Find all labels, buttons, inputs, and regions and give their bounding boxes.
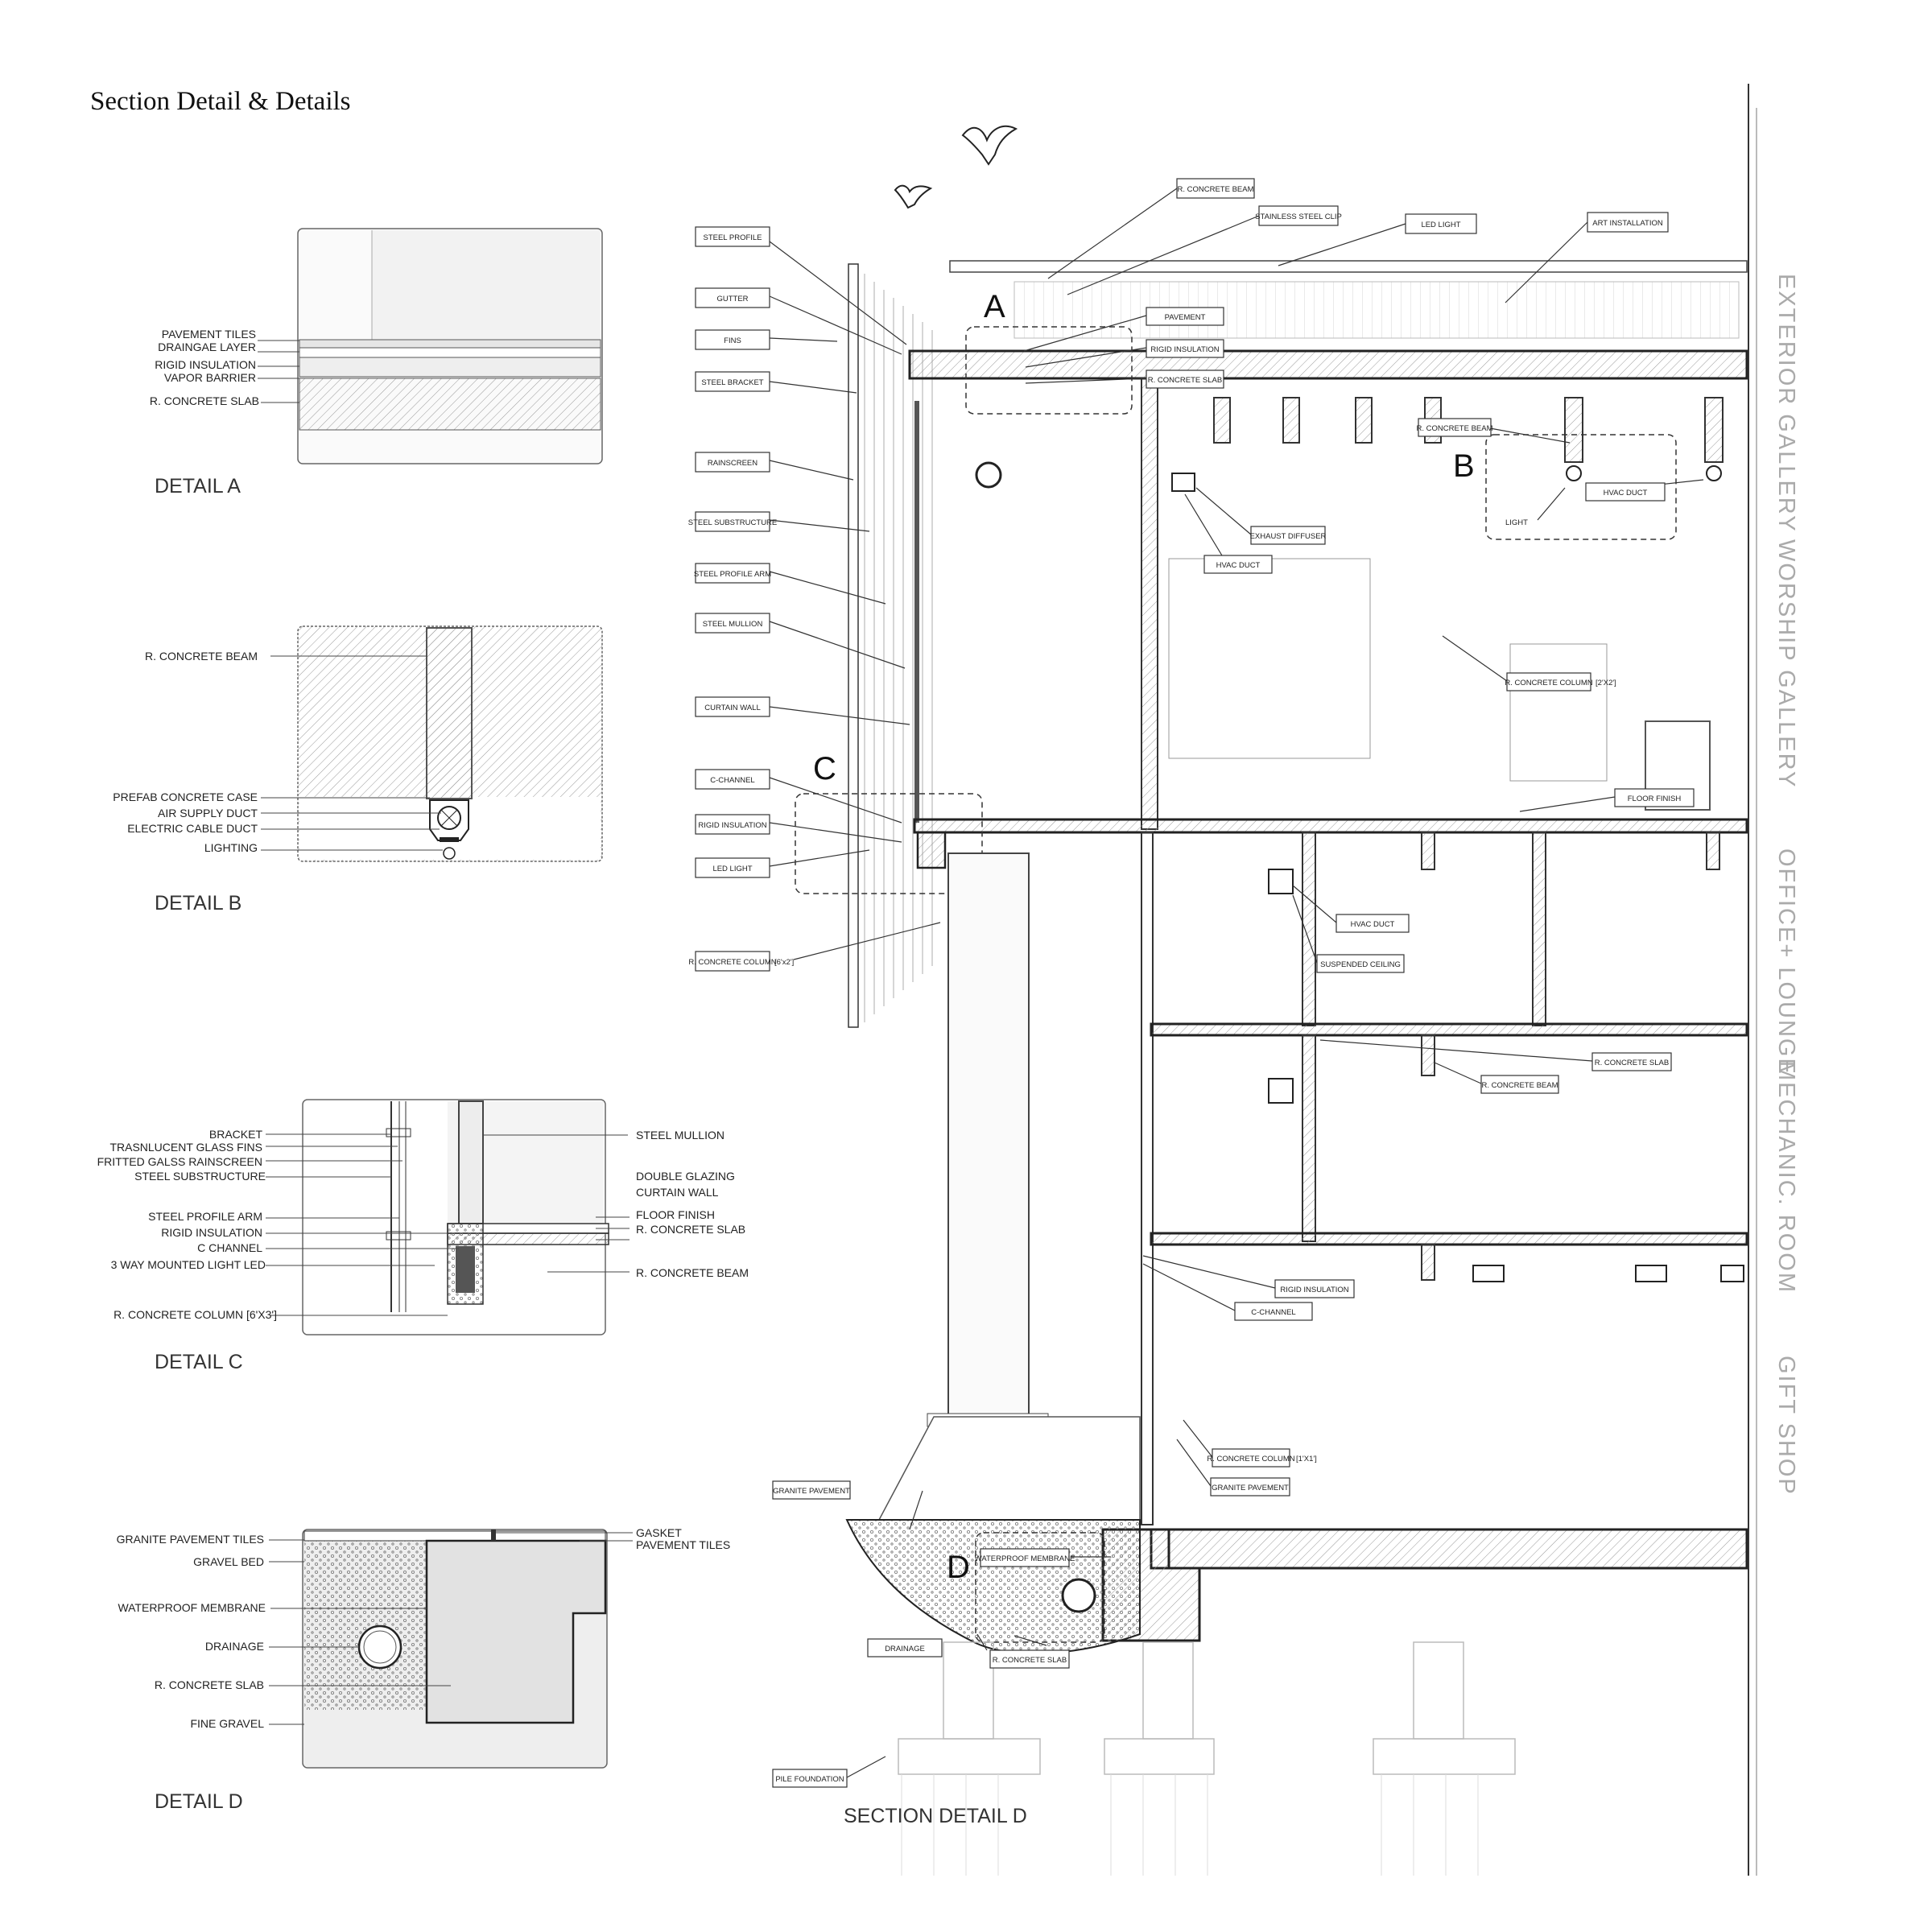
hvac-duct-icon <box>1567 466 1581 481</box>
hvac-duct-icon <box>1707 466 1721 481</box>
tag-label: RAINSCREEN <box>707 459 758 468</box>
beam <box>1283 398 1299 443</box>
interior-tag-labels <box>1207 424 1681 1492</box>
floor-slab <box>1151 1233 1747 1245</box>
detail-a-label: R. CONCRETE SLAB <box>149 394 259 407</box>
detail-c-label: CURTAIN WALL <box>636 1186 719 1199</box>
floor-name: MECHANIC. ROOM <box>1773 1061 1799 1294</box>
tag-label: R. CONCRETE BEAM <box>1177 185 1254 194</box>
detail-c-label: R. CONCRETE COLUMN [6'X3'] <box>114 1308 277 1321</box>
detail-c-title: DETAIL C <box>155 1351 243 1373</box>
detail-a-label: VAPOR BARRIER <box>163 371 256 384</box>
gravel-bed <box>847 1520 1140 1653</box>
detail-c-label: TRASNLUCENT GLASS FINS <box>109 1141 262 1154</box>
pile <box>1143 1642 1193 1739</box>
detail-d-label: R. CONCRETE SLAB <box>154 1678 264 1691</box>
duct-icon <box>976 463 1001 487</box>
tag-label: STEEL PROFILE ARM <box>693 570 772 579</box>
facade-fin <box>848 264 858 1027</box>
main-section <box>770 84 1799 1876</box>
detail-c-mullion <box>459 1101 483 1224</box>
tag-note: [1'X1'] <box>1296 1455 1317 1463</box>
detail-b-beam <box>427 628 472 799</box>
detail-b-label: R. CONCRETE BEAM <box>144 650 258 663</box>
page-title: Section Detail & Details <box>90 87 351 116</box>
detail-c-label: STEEL SUBSTRUCTURE <box>134 1170 266 1183</box>
tag-label: R. CONCRETE COLUMN <box>688 958 777 967</box>
tag-label: WATERPROOF MEMBRANE <box>974 1554 1075 1563</box>
beam <box>1707 832 1719 869</box>
beam <box>1422 1035 1435 1075</box>
detail-a-label: RIGID INSULATION <box>155 358 256 371</box>
tag-label: R. CONCRETE COLUMN <box>1207 1455 1295 1463</box>
glazing-line <box>1141 832 1153 1525</box>
detail-b-label: ELECTRIC CABLE DUCT <box>127 822 258 835</box>
detail-c-label: 3 WAY MOUNTED LIGHT LED <box>110 1258 266 1271</box>
artwork-frame <box>1169 559 1370 758</box>
interior-tags <box>1204 419 1694 1496</box>
edge-beam <box>918 832 945 868</box>
detail-c-channel <box>456 1246 475 1293</box>
tag-label: RIGID INSULATION <box>1150 345 1220 354</box>
tag-label: R. CONCRETE COLUMN <box>1505 679 1593 687</box>
detail-d-gravel <box>304 1541 433 1710</box>
tag-label: LIGHT <box>1505 518 1528 527</box>
art-installation <box>1014 282 1739 338</box>
detail-a-insulation <box>299 357 601 377</box>
detail-c-label: RIGID INSULATION <box>161 1226 262 1239</box>
detail-b <box>113 626 602 914</box>
floor-slab <box>1151 1024 1747 1035</box>
light-fixture <box>1636 1265 1666 1282</box>
detail-d-label: DRAINAGE <box>204 1640 264 1653</box>
ground-slab <box>1151 1530 1747 1568</box>
floor-name: WORSHIP GALLERY <box>1773 539 1799 789</box>
detail-d-label: GRAVEL BED <box>193 1555 264 1568</box>
beam <box>1422 1245 1435 1280</box>
tag-label: STEEL BRACKET <box>701 378 764 387</box>
detail-d-label: PAVEMENT TILES <box>636 1538 731 1551</box>
tag-label: RIGID INSULATION <box>698 821 767 830</box>
drainage-pipe <box>1063 1579 1095 1612</box>
tag-label: CURTAIN WALL <box>704 704 761 712</box>
detail-d-drain <box>359 1626 401 1668</box>
detail-d-label: FINE GRAVEL <box>190 1717 264 1730</box>
tag-label: R. CONCRETE BEAM <box>1416 424 1493 433</box>
beam <box>1565 398 1583 462</box>
marker-c: C <box>813 751 836 786</box>
tag-label: SUSPENDED CEILING <box>1320 960 1401 969</box>
detail-b-label: PREFAB CONCRETE CASE <box>113 791 258 803</box>
light-fixture <box>1721 1265 1744 1282</box>
beam <box>1356 398 1372 443</box>
detail-a-tiles <box>299 340 601 348</box>
floor-slab <box>914 819 1747 832</box>
detail-c-label: FRITTED GALSS RAINSCREEN <box>97 1155 262 1168</box>
pile <box>943 1642 993 1739</box>
detail-d-label: GRANITE PAVEMENT TILES <box>116 1533 264 1546</box>
section-title: SECTION DETAIL D <box>844 1805 1027 1827</box>
detail-a <box>150 229 602 497</box>
column <box>1533 832 1546 1026</box>
concrete-column <box>948 853 1029 1426</box>
detail-c-label: STEEL MULLION <box>636 1129 724 1141</box>
detail-d-label: GASKET <box>636 1526 682 1539</box>
exhaust-diffuser <box>1172 473 1195 491</box>
detail-a-title: DETAIL A <box>155 475 241 497</box>
detail-a-label: DRAINGAE LAYER <box>158 341 256 353</box>
column <box>1141 378 1158 829</box>
detail-b-label: AIR SUPPLY DUCT <box>158 807 258 819</box>
detail-d <box>117 1526 731 1813</box>
marker-b: B <box>1453 448 1475 484</box>
detail-d-label: WATERPROOF MEMBRANE <box>118 1601 266 1614</box>
detail-b-cable <box>440 837 459 842</box>
hvac-duct-icon <box>1269 1079 1293 1103</box>
detail-c-label: R. CONCRETE BEAM <box>636 1266 749 1279</box>
tag-label: GUTTER <box>716 295 749 303</box>
floor-name: EXTERIOR GALLERY <box>1773 274 1799 533</box>
detail-c-label: R. CONCRETE SLAB <box>636 1223 746 1236</box>
detail-c-label: STEEL PROFILE ARM <box>148 1210 262 1223</box>
floor-name: OFFICE+ LOUNGE <box>1773 848 1799 1075</box>
artwork-frame <box>1510 644 1607 781</box>
tag-label: C-CHANNEL <box>710 776 755 785</box>
marker-d: D <box>947 1550 970 1585</box>
detail-a-slab <box>299 378 601 430</box>
detail-a-drainage <box>299 348 601 357</box>
tag-label: DRAINAGE <box>885 1645 925 1653</box>
tag-label: R. CONCRETE SLAB <box>1147 376 1223 385</box>
tag-label: PILE FOUNDATION <box>775 1775 844 1784</box>
detail-c <box>97 1100 749 1373</box>
tag-label: R. CONCRETE BEAM <box>1481 1081 1558 1090</box>
tag-label: R. CONCRETE SLAB <box>1594 1059 1670 1067</box>
detail-b-title: DETAIL B <box>155 892 242 914</box>
pile-cap <box>1104 1739 1214 1774</box>
tag-label: RIGID INSULATION <box>1280 1286 1349 1294</box>
beam <box>1705 398 1723 462</box>
tag-label: C-CHANNEL <box>1251 1308 1296 1317</box>
tag-label: STEEL PROFILE <box>703 233 762 242</box>
tag-label: STAINLESS STEEL CLIP <box>1255 213 1342 221</box>
pile-cap <box>1373 1739 1515 1774</box>
detail-c-label: DOUBLE GLAZING <box>636 1170 735 1183</box>
detail-a-label: PAVEMENT TILES <box>161 328 256 341</box>
detail-c-label: BRACKET <box>208 1128 262 1141</box>
light-fixture <box>1473 1265 1504 1282</box>
tag-label: STEEL MULLION <box>702 620 763 629</box>
tag-label: LED LIGHT <box>712 865 753 873</box>
tag-note: [6'x2'] <box>774 958 795 967</box>
roof-beam <box>950 261 1747 272</box>
tag-label: FLOOR FINISH <box>1627 795 1682 803</box>
beam <box>1214 398 1230 443</box>
marker-a: A <box>984 289 1005 324</box>
floor-name: GIFT SHOP <box>1773 1356 1799 1496</box>
tag-label: FINS <box>724 336 741 345</box>
hvac-duct-icon <box>1269 869 1293 894</box>
bird-icon <box>895 186 931 208</box>
pile-cap <box>898 1739 1040 1774</box>
roof-slab <box>910 351 1747 378</box>
tag-label: HVAC DUCT <box>1216 561 1261 570</box>
tag-label: EXHAUST DIFFUSER <box>1249 532 1327 541</box>
tag-label: PAVEMENT <box>1164 313 1206 322</box>
detail-c-label: C CHANNEL <box>197 1241 262 1254</box>
tag-label: GRANITE PAVEMENT <box>773 1487 850 1496</box>
beam <box>1422 832 1435 869</box>
tag-label: GRANITE PAVEMENT <box>1212 1484 1289 1492</box>
curtain-wall <box>914 401 919 823</box>
tag-note: [2'X2'] <box>1596 679 1616 687</box>
tag-label: ART INSTALLATION <box>1592 219 1663 228</box>
detail-c-label: FLOOR FINISH <box>636 1208 716 1221</box>
detail-a-wall <box>372 230 601 340</box>
tag-label: LED LIGHT <box>1421 221 1461 229</box>
detail-b-label: LIGHTING <box>204 841 258 854</box>
detail-d-title: DETAIL D <box>155 1790 243 1813</box>
tag-label: HVAC DUCT <box>1350 920 1395 929</box>
tag-label: STEEL SUBSTRUCTURE <box>687 518 778 527</box>
bird-icon <box>963 126 1016 164</box>
column <box>1302 1035 1315 1241</box>
tag-label: HVAC DUCT <box>1603 489 1648 497</box>
pile <box>1414 1642 1463 1739</box>
detail-b-light <box>444 848 455 859</box>
tag-label: R. CONCRETE SLAB <box>992 1656 1067 1665</box>
